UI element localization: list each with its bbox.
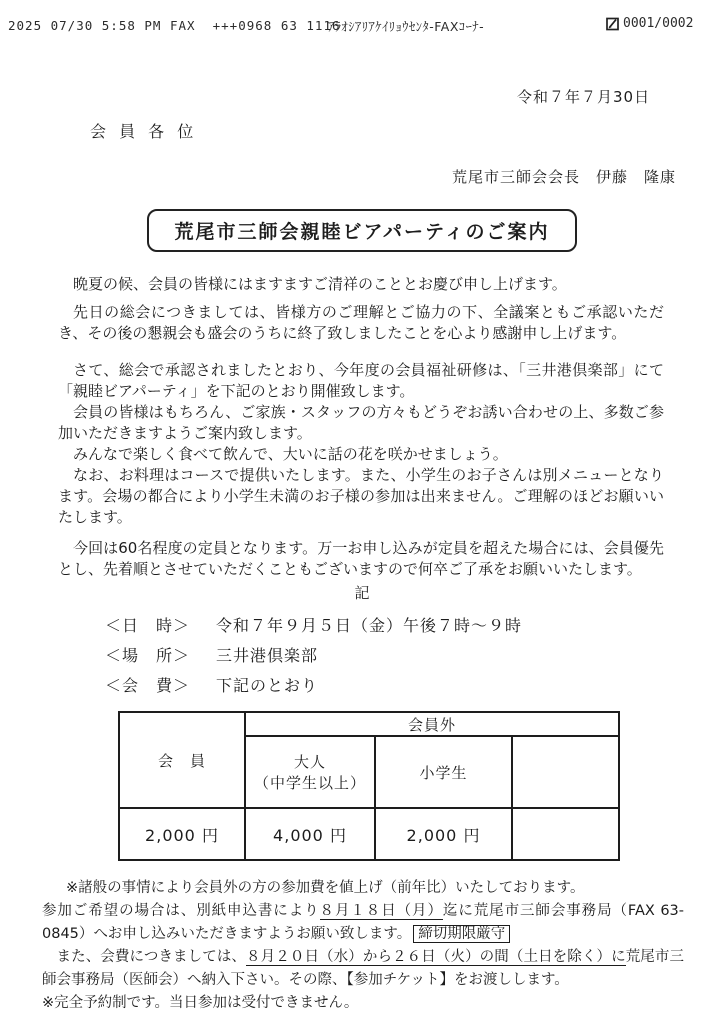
letter-title-box: 荒尾市三師会親睦ビアパーティのご案内	[147, 209, 578, 252]
letter-body	[58, 274, 664, 580]
detail-row-fee	[105, 671, 724, 701]
event-details	[105, 611, 724, 701]
paragraph-cheer: みんなで楽しく食べて飲んで、大いに話の花を咲かせましょう。	[73, 445, 508, 463]
fee-table-child-header: 小学生	[375, 736, 512, 808]
detail-label-datetime: ＜日 時＞	[105, 616, 191, 635]
adult-label-line2: （中学生以上）	[253, 774, 366, 792]
detail-label-venue: ＜場 所＞	[105, 646, 191, 665]
fax-transmission-header	[0, 14, 724, 36]
note3-payment-dates-underlined: ８月２０日（水）から２６日（火）の間（土日を除く）に	[246, 949, 626, 965]
detail-value-datetime: 令和７年９月５日（金）午後７時～９時	[216, 616, 523, 635]
fax-page-count: 0001/0002	[623, 16, 694, 31]
fee-empty-price-cell	[512, 808, 619, 860]
detail-value-venue: 三井港倶楽部	[216, 646, 319, 665]
fee-child-price: 2,000 円	[375, 808, 512, 860]
note2-deadline-date-underlined: ８月１８日（月）	[319, 903, 443, 919]
fee-table-adult-header	[245, 736, 375, 808]
fax-timestamp-and-number: 2025 07/30 5:58 PM FAX +++0968 63 1116	[8, 18, 341, 33]
page-document-icon	[606, 17, 619, 31]
note3-rest: 荒尾市三師会事務局（医師会）へ納入下さい。その際、【参加チケット】をお渡しします。	[42, 949, 685, 988]
note2-strict-deadline-boxed: 締切期限厳守	[413, 925, 510, 943]
application-notes	[42, 877, 684, 1015]
fee-table-empty-header-cell	[512, 736, 619, 808]
letter-document	[0, 70, 724, 1015]
note-payment-period	[42, 946, 684, 992]
fee-member-price: 2,000 円	[119, 808, 245, 860]
fee-adult-price: 4,000 円	[245, 808, 375, 860]
fee-table	[118, 711, 620, 861]
fee-table-member-header: 会 員	[119, 712, 245, 808]
paragraph-greeting: 晩夏の候、会員の皆様にはますますご清祥のこととお慶び申し上げます。	[73, 275, 567, 293]
paragraph-menu-note: なお、お料理はコースで提供いたします。また、小学生のお子さんは別メニューとなります。会場の都合により小学生未満のお子様の参加は出来ません。ご理解のほどお願いいたします。	[58, 466, 664, 526]
paragraph-capacity-note: 今回は60名程度の定員となります。万一お申し込みが定員を超えた場合には、会員優先とし、先着順とさせていただくこともございますので何卒ご了承をお願いいたします。	[58, 539, 664, 578]
paragraph-thanks: 先日の総会につきましては、皆様方のご理解とご協力の下、全議案ともご承認いただき、その後の懇親会も盛会のうちに終了致しましたことを心より感謝申し上げます。	[58, 303, 664, 342]
detail-row-venue	[105, 641, 724, 671]
detail-value-fee: 下記のとおり	[216, 676, 319, 695]
note2-rest: 迄に荒尾市三師会事務局（FAX 63-0845）へお申し込みいただきますようお願い致します。	[42, 903, 685, 942]
fee-table-nonmember-header: 会員外	[245, 712, 619, 736]
note3-lead: また、会費につきましては、	[56, 949, 247, 965]
note-price-increase: ※諸般の事情により会員外の方の参加費を値上げ（前年比）いたしております。	[66, 880, 585, 896]
paragraph-invitation: 会員の皆様はもちろん、ご家族・スタッフの方々もどうぞお誘い合わせの上、多数ご参加いただきますようご案内致します。	[58, 403, 664, 442]
letter-date: 令和７年７月30日	[517, 88, 651, 106]
record-marker-ki: 記	[354, 584, 370, 602]
adult-label-line1: 大人	[293, 753, 326, 771]
fax-sender-station-name: ｱﾗｵｼｱﾘｱｹｲﾘｮｳｾﾝﾀ-FAXｺｰﾅ-	[328, 19, 485, 34]
sender-signature: 荒尾市三師会会長 伊藤 隆康	[452, 168, 677, 186]
note2-lead: 参加ご希望の場合は、別紙申込書により	[42, 903, 320, 919]
fax-page-counter	[606, 16, 693, 31]
detail-row-datetime	[105, 611, 724, 641]
note-application-deadline	[42, 900, 684, 946]
paragraph-announcement: さて、総会で承認されましたとおり、今年度の会員福祉研修は、「三井港倶楽部」にて「親睦ビアパーティ」を下記のとおり開催致します。	[58, 361, 664, 400]
note-reservation-only: ※完全予約制です。当日参加は受付できません。	[42, 995, 359, 1011]
addressee-line: 会 員 各 位	[90, 122, 198, 141]
detail-label-fee: ＜会 費＞	[105, 676, 191, 695]
